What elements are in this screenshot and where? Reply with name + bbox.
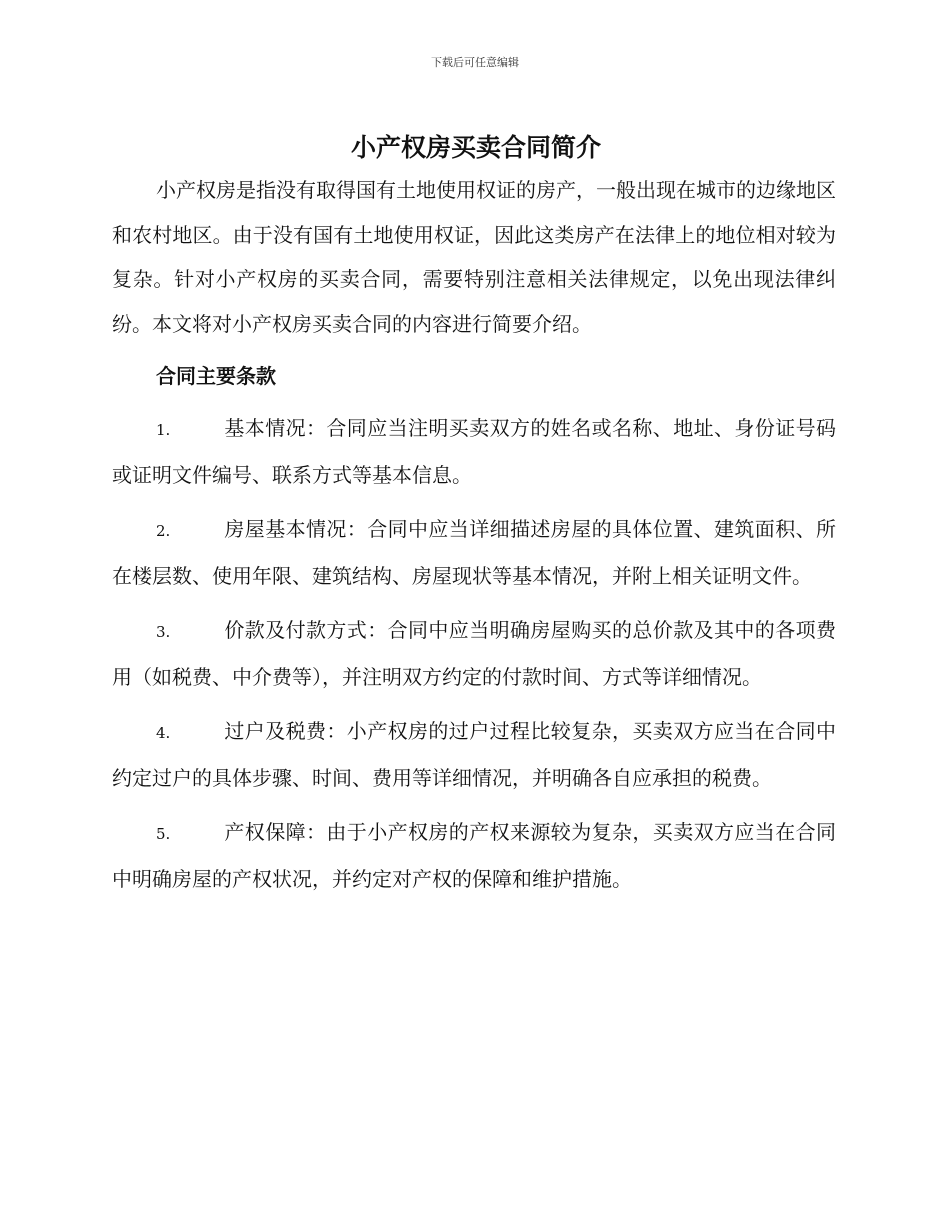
clause-number: 3. [156, 623, 171, 641]
document-title: 小产权房买卖合同简介 [350, 133, 601, 162]
clause-text: 过户及税费：小产权房的过户过程比较复杂，买卖双方应当在合同中约定过户的具体步骤、时间、费用等详细情况，并明确各自应承担的税费。 [112, 719, 836, 790]
clause-item [112, 810, 836, 901]
clause-item [112, 406, 836, 497]
clause-text: 产权保障：由于小产权房的产权来源较为复杂，买卖双方应当在合同中明确房屋的产权状况，并约定对产权的保障和维护措施。 [112, 820, 836, 891]
clause-text: 基本情况：合同应当注明买卖双方的姓名或名称、地址、身份证号码或证明文件编号、联系方式等基本信息。 [112, 416, 836, 487]
clause-item [112, 507, 836, 598]
intro-paragraph: 小产权房是指没有取得国有土地使用权证的房产，一般出现在城市的边缘地区和农村地区。由于没有国有土地使用权证，因此这类房产在法律上的地位相对较为复杂。针对小产权房的买卖合同，需要特别注意相关法律规定，以免出现法律纠纷。本文将对小产权房买卖合同的内容进行简要介绍。 [112, 178, 836, 336]
clause-text: 价款及付款方式：合同中应当明确房屋购买的总价款及其中的各项费用（如税费、中介费等），并注明双方约定的付款时间、方式等详细情况。 [112, 618, 836, 689]
clause-number: 2. [156, 522, 171, 540]
clause-text: 房屋基本情况：合同中应当详细描述房屋的具体位置、建筑面积、所在楼层数、使用年限、建筑结构、房屋现状等基本情况，并附上相关证明文件。 [112, 517, 836, 588]
header-note: 下载后可任意编辑 [431, 56, 519, 69]
document-body [112, 128, 836, 911]
clause-number: 5. [156, 825, 171, 843]
section-heading: 合同主要条款 [156, 364, 276, 388]
clause-item [112, 709, 836, 800]
clause-number: 1. [156, 421, 171, 439]
clause-number: 4. [156, 724, 171, 742]
clause-item [112, 608, 836, 699]
